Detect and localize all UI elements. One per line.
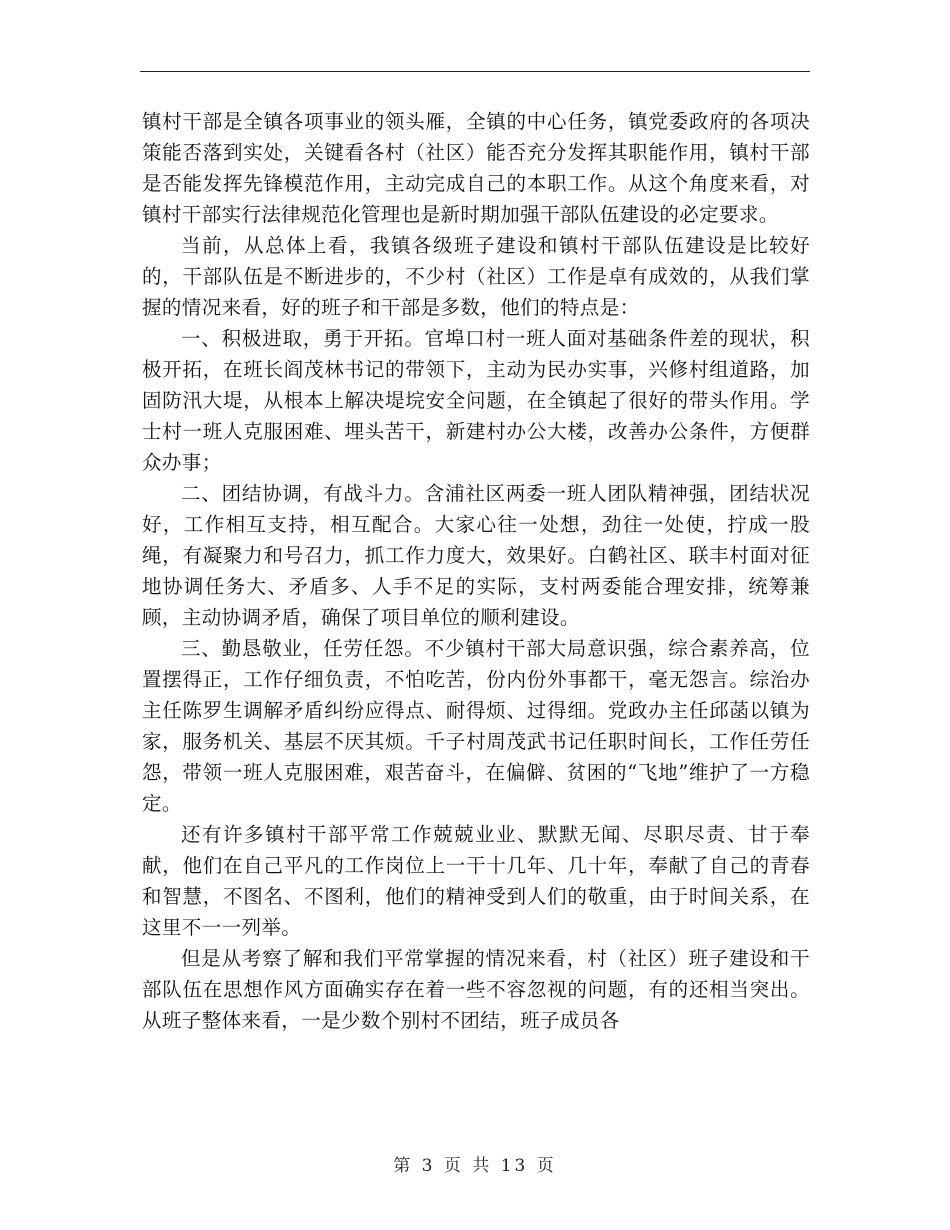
page-number-footer: 第 3 页 共 13 页 [393,1156,557,1176]
paragraph-7: 但是从考察了解和我们平常掌握的情况来看，村（社区）班子建设和干部队伍在思想作风方面确实存在着一些不容忽视的问题，有的还相当突出。从班子整体来看，一是少数个别村不团结，班子成员各 [142,947,810,1032]
body-text [142,106,810,1036]
header-rule [140,71,810,72]
paragraph-1: 镇村干部是全镇各项事业的领头雁，全镇的中心任务，镇党委政府的各项决策能否落到实处，关键看各村（社区）能否充分发挥其职能作用，镇村干部是否能发挥先锋模范作用，主动完成自己的本职工作。从这个角度来看，对镇村干部实行法律规范化管理也是新时期加强干部队伍建设的必定要求。 [142,110,810,226]
paragraph-3: 一、积极进取，勇于开拓。官埠口村一班人面对基础条件差的现状，积极开拓，在班长阎茂林书记的带领下，主动为民办实事，兴修村组道路，加固防汛大堤，从根本上解决堤垸安全问题，在全镇起了很好的带头作用。学士村一班人克服困难、埋头苦干，新建村办公大楼，改善办公条件，方便群众办事； [142,327,810,474]
paragraph-5: 三、勤恳敬业，任劳任怨。不少镇村干部大局意识强，综合素养高，位置摆得正，工作仔细负责，不怕吃苦，份内份外事都干，毫无怨言。综治办主任陈罗生调解矛盾纠纷应得点、耐得烦、过得细。党政办主任邱菡以镇为家，服务机关、基层不厌其烦。千子村周茂武书记任职时间长，工作任劳任怨，带领一班人克服困难，艰苦奋斗，在偏僻、贫困的“飞地”维护了一方稳定。 [142,637,810,815]
paragraph-4: 二、团结协调，有战斗力。含浦社区两委一班人团队精神强，团结状况好，工作相互支持，相互配合。大家心往一处想，劲往一处使，拧成一股绳，有凝聚力和号召力，抓工作力度大，效果好。白鹤社区、联丰村面对征地协调任务大、矛盾多、人手不足的实际，支村两委能合理安排，统筹兼顾，主动协调矛盾，确保了项目单位的顺利建设。 [142,482,810,629]
paragraph-2: 当前，从总体上看，我镇各级班子建设和镇村干部队伍建设是比较好的，干部队伍是不断进步的，不少村（社区）工作是卓有成效的，从我们掌握的情况来看，好的班子和干部是多数，他们的特点是： [142,234,810,319]
paragraph-6: 还有许多镇村干部平常工作兢兢业业、默默无闻、尽职尽责、甘于奉献，他们在自己平凡的工作岗位上一干十几年、几十年，奉献了自己的青春和智慧，不图名、不图利，他们的精神受到人们的敬重，由于时间关系，在这里不一一列举。 [142,823,810,939]
